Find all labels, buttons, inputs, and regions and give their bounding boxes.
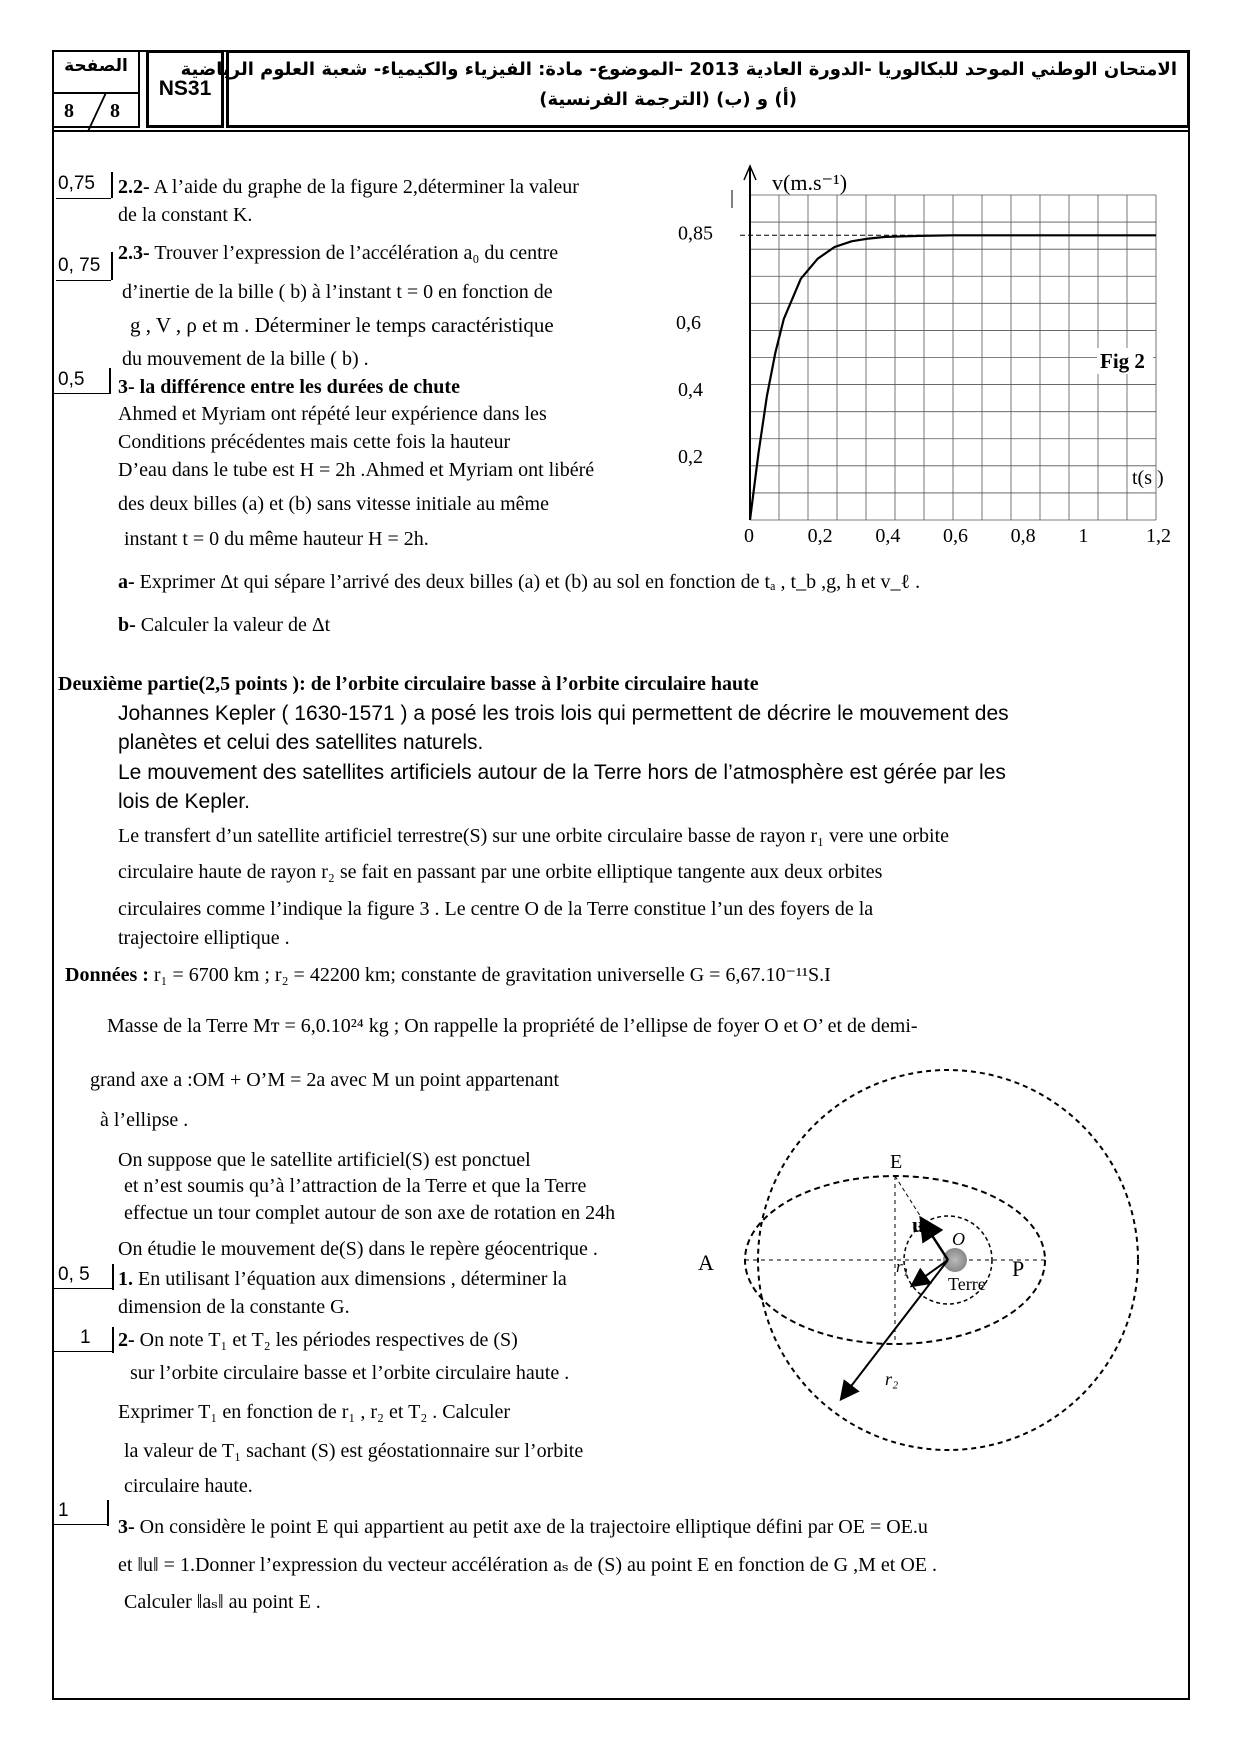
page-total: 8: [64, 100, 74, 122]
q2-text1: 2- On note T₁ et T₂ les périodes respectives de (S): [118, 1329, 518, 1351]
label-r1: r₁: [896, 1257, 909, 1276]
q3b-text1: 3- On considère le point E qui appartient au petit axe de la trajectoire elliptique défini par OE = OE.u: [118, 1516, 928, 1538]
q23-text2: d’inertie de la bille ( b) à l’instant t = 0 en fonction de: [122, 281, 553, 303]
part2-p3c: circulaires comme l’indique la figure 3 . Le centre O de la Terre constitue l’un des foyers de la: [118, 898, 874, 920]
exam-title-line1: الامتحان الوطني الموحد للبكالوريا -الدورة العادية 2013 –الموضوع- مادة: الفيزياء والكيمياء- شعبة العلوم الرياضية: [180, 59, 1177, 80]
q2-text3: Exprimer T₁ en fonction de r₁ , r₂ et T₂ . Calculer: [118, 1401, 511, 1423]
part2-data4: à l’ellipse .: [100, 1109, 189, 1131]
x-tick-label: 0,6: [943, 525, 968, 547]
page-label: الصفحة: [64, 56, 128, 76]
label-O: O: [952, 1229, 965, 1249]
label-E: E: [890, 1151, 903, 1173]
q22-points-bar: [111, 172, 113, 198]
q3-text3: D’eau dans le tube est H = 2h .Ahmed et Myriam ont libéré: [118, 459, 595, 481]
q2-points: 1: [80, 1327, 91, 1348]
part2-s4: On étudie le mouvement de(S) dans le repère géocentrique .: [118, 1238, 598, 1260]
part2-p2b: lois de Kepler.: [118, 790, 250, 813]
q2-text4: la valeur de T₁ sachant (S) est géostationnaire sur l’orbite: [124, 1440, 584, 1462]
q23-points-bar: [111, 252, 113, 280]
part2-p1b: planètes et celui des satellites naturels.: [118, 731, 484, 754]
part2-p1a: Johannes Kepler ( 1630-1571 ) a posé les trois lois qui permettent de décrire le mouvement des: [118, 702, 1009, 725]
q3-points: 0,5: [58, 369, 85, 390]
part2-s1: On suppose que le satellite artificiel(S) est ponctuel: [118, 1149, 531, 1171]
label-earth: Terre: [948, 1274, 986, 1294]
q1-points-line: [52, 1288, 114, 1289]
q3-b: b- Calculer la valeur de Δt: [118, 614, 331, 636]
q1-text2: dimension de la constante G.: [118, 1296, 350, 1318]
part2-p3b: circulaire haute de rayon r₂ se fait en passant par une orbite elliptique tangente aux deux orbites: [118, 861, 883, 883]
page-current: 8: [110, 100, 120, 122]
q3-points-bar: [109, 368, 111, 394]
q23-points: 0, 75: [58, 255, 101, 276]
q2-points-bar: [112, 1327, 114, 1353]
x-tick-label: 0,2: [807, 525, 833, 547]
q2-points-line: [52, 1351, 114, 1352]
part2-p3a: Le transfert d’un satellite artificiel terrestre(S) sur une orbite circulaire basse de rayon r₁ vere une orbite: [118, 825, 950, 847]
q3-points-line: [53, 393, 111, 394]
q3-text4: des deux billes (a) et (b) sans vitesse initiale au même: [118, 493, 549, 515]
x-axis-label: t(s ): [1132, 467, 1164, 489]
q22-text: 2.2- A l’aide du graphe de la figure 2,déterminer la valeur: [118, 176, 579, 198]
part2-data2: Masse de la Terre Mᴛ = 6,0.10²⁴ kg ; On rappelle la propriété de l’ellipse de foyer O et O’ et de demi-: [107, 1015, 918, 1037]
q3b-text3: Calculer ‖aₛ‖ au point E .: [124, 1591, 321, 1613]
part2-data1: Données : r₁ = 6700 km ; r₂ = 42200 km; constante de gravitation universelle G = 6,67.10⁻¹¹S.I: [65, 964, 831, 986]
fig2-title: Fig 2: [1100, 349, 1145, 373]
q2-text2: sur l’orbite circulaire basse et l’orbite circulaire haute .: [130, 1362, 570, 1384]
header-divider: [52, 130, 1190, 132]
q3-text5: instant t = 0 du même hauteur H = 2h.: [124, 528, 429, 550]
q23-text1: 2.3- Trouver l’expression de l’accélération a₀ du centre: [118, 242, 559, 264]
y-tick-label: 0,85: [678, 222, 713, 245]
u-vector: [922, 1220, 948, 1260]
fig2-chart: [676, 160, 1190, 560]
label-r2: r₂: [885, 1369, 899, 1389]
fig3-orbit-diagram: [698, 1060, 1190, 1460]
q1-points-bar: [112, 1264, 114, 1290]
x-tick-label: 0,4: [875, 525, 901, 547]
q3-a: a- Exprimer Δt qui sépare l’arrivé des deux billes (a) et (b) au sol en fonction de tₐ , t_b ,g, h et v_ℓ .: [118, 571, 921, 593]
q23-text4: du mouvement de la bille ( b) .: [122, 348, 369, 370]
y-tick-label: 0,4: [678, 379, 703, 401]
q3-text1: Ahmed et Myriam ont répété leur expérience dans les: [118, 403, 547, 425]
q22-points-line: [56, 198, 111, 199]
part2-title: Deuxième partie(2,5 points ): de l’orbite circulaire basse à l’orbite circulaire haute: [58, 673, 759, 695]
q3b-points-bar: [107, 1500, 109, 1526]
exam-title-line2: (أ) و (ب) (الترجمة الفرنسية): [539, 89, 797, 110]
q23-points-line: [56, 280, 111, 281]
q3-title: 3- la différence entre les durées de chute: [118, 376, 460, 398]
y-axis-label: v(m.s⁻¹): [772, 170, 848, 195]
x-tick-label: 0,8: [1010, 525, 1036, 547]
q22-text2: de la constant K.: [118, 204, 253, 226]
part2-s2: et n’est soumis qu’à l’attraction de la Terre et que la Terre: [124, 1175, 587, 1197]
label-A: A: [698, 1250, 714, 1275]
q1-points: 0, 5: [58, 1264, 90, 1285]
q23-text3: g , V , ρ et m . Déterminer le temps caractéristique: [130, 313, 554, 337]
exam-code: NS31: [146, 50, 224, 128]
x-tick-label: 1,2: [1146, 525, 1171, 547]
x-tick-label: 1: [1078, 525, 1089, 547]
label-P: P: [1012, 1256, 1025, 1281]
q3-text2: Conditions précédentes mais cette fois la hauteur: [118, 431, 511, 453]
part2-p3d: trajectoire elliptique .: [118, 927, 290, 949]
q3b-points-line: [52, 1524, 107, 1525]
q3b-text2: et ‖u‖ = 1.Donner l’expression du vecteur accélération aₛ de (S) au point E en fonction de G ,M et OE .: [118, 1554, 937, 1576]
q2-text5: circulaire haute.: [124, 1475, 253, 1497]
label-u: u: [912, 1212, 925, 1237]
q1-text1: 1. En utilisant l’équation aux dimensions , déterminer la: [118, 1268, 567, 1290]
q22-points: 0,75: [58, 173, 95, 194]
part2-p2a: Le mouvement des satellites artificiels autour de la Terre hors de l’atmosphère est gérée par les: [118, 761, 1006, 784]
x-tick-label: 0: [744, 525, 754, 547]
part2-data3: grand axe a :OM + O’M = 2a avec M un point appartenant: [90, 1069, 560, 1091]
q3b-points: 1: [58, 1500, 69, 1521]
y-tick-label: 0,6: [676, 312, 701, 334]
part2-s3: effectue un tour complet autour de son axe de rotation en 24h: [124, 1202, 616, 1224]
y-tick-label: 0,2: [678, 446, 703, 468]
